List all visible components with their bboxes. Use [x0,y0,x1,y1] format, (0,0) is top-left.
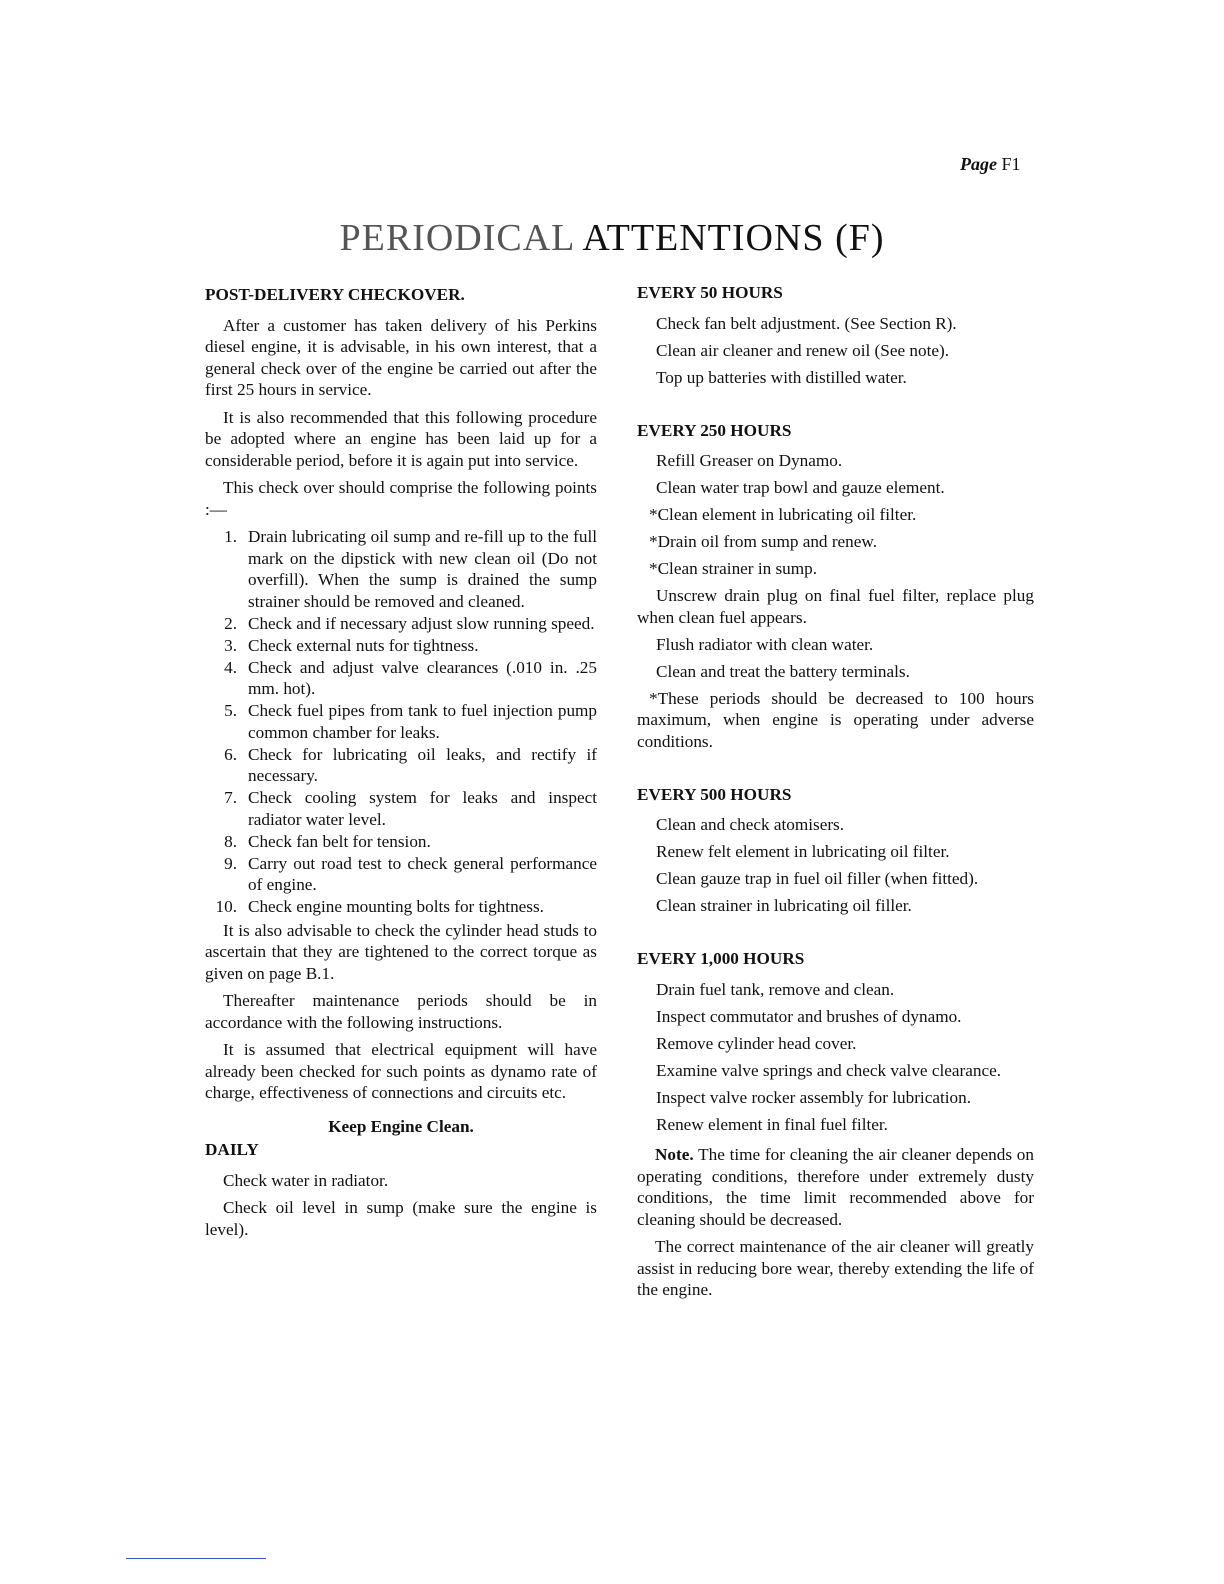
daily-heading: DAILY [205,1140,259,1159]
intro-paragraph: After a customer has taken delivery of his Perkins diesel engine, it is advisable, in his own interest, that a general check over of the engine be carried out after the first 25 hours in service. [205,315,597,399]
list-item: 1. Drain lubricating oil sump and re-fill up to the full mark on the dipstick with new clean oil (Do not overfill). When the sump is drained the sump strainer should be removed and cleaned. [224,527,597,611]
list-item: Remove cylinder head cover. [656,1033,857,1053]
list-item: Flush radiator with clean water. [656,634,874,654]
right-column [637,282,1034,1307]
list-item: Clean gauze trap in fuel oil filler (when fitted). [656,869,979,888]
list-item: 9. Carry out road test to check general performance of engine. [224,853,597,894]
note-paragraph [637,1144,1034,1230]
list-item: 3. Check external nuts for tightness. [224,635,479,655]
list-item: 5. Check fuel pipes from tank to fuel injection pump common chamber for leaks. [224,701,597,742]
list-item: Renew element in final fuel filter. [656,1114,888,1134]
list-item: Drain fuel tank, remove and clean. [656,979,895,999]
closing-paragraph: The correct maintenance of the air cleaner will greatly assist in reducing bore wear, thereby extending the life of the engine. [637,1237,1034,1299]
list-item: Clean water trap bowl and gauze element. [656,478,945,497]
list-item: Examine valve springs and check valve clearance. [656,1060,1002,1080]
every-1000-heading: EVERY 1,000 HOURS [637,949,805,968]
note-label: Note. [655,1145,694,1164]
list-item: 7. Check cooling system for leaks and inspect radiator water level. [224,788,597,829]
body-paragraph: It is also advisable to check the cylinder head studs to ascertain that they are tightened to the correct torque as given on page B.1. [205,920,597,983]
list-item: Inspect valve rocker assembly for lubrication. [656,1087,971,1107]
list-item: Renew felt element in lubricating oil filter. [656,842,950,861]
list-item: 10. Check engine mounting bolts for tightness. [215,897,544,916]
list-item: 6. Check for lubricating oil leaks, and rectify if necessary. [224,744,597,785]
periods-footnote: *These periods should be decreased to 100 hours maximum, when engine is operating under adverse conditions. [637,688,1034,751]
post-delivery-heading: POST-DELIVERY CHECKOVER. [205,285,465,304]
list-item: Refill Greaser on Dynamo. [656,451,843,470]
list-item: *Clean strainer in sump. [649,559,818,578]
page-word: Page [960,154,997,174]
list-item: Clean air cleaner and renew oil (See note). [656,340,950,360]
every-500-heading: EVERY 500 HOURS [637,784,792,804]
intro-paragraph: It is also recommended that this following procedure be adopted where an engine has been laid up for a considerable period, before it is again put into service. [205,407,597,470]
list-item: Inspect commutator and brushes of dynamo. [656,1006,962,1026]
daily-item: Check oil level in sump (make sure the engine is level). [205,1198,597,1239]
title-part2: ATTENTIONS (F) [582,217,885,259]
intro-paragraph: This check over should comprise the following points :— [205,478,597,519]
list-item: Clean and treat the battery terminals. [656,661,910,681]
every-250-heading: EVERY 250 HOURS [637,420,792,440]
page-title [0,216,1224,260]
keep-clean-heading: Keep Engine Clean. [328,1116,474,1136]
body-paragraph: It is assumed that electrical equipment will have already been checked for such points as dynamo rate of charge, effectiveness of connections and circuits etc. [205,1040,597,1102]
every-50-heading: EVERY 50 HOURS [637,283,783,302]
checkover-list [205,526,597,918]
body-paragraph: Thereafter maintenance periods should be in accordance with the following instructions. [205,991,597,1032]
page-number [960,154,1021,175]
list-item: Clean strainer in lubricating oil filler. [656,896,912,915]
list-item: *Drain oil from sump and renew. [649,532,877,551]
list-item: 8. Check fan belt for tension. [224,831,431,851]
note-text: The time for cleaning the air cleaner depends on operating conditions, therefore under extremely dusty conditions, the time limit recommended above for cleaning should be decreased. [637,1145,1034,1229]
list-item: Top up batteries with distilled water. [656,367,907,387]
list-item: Check fan belt adjustment. (See Section R). [656,313,957,333]
daily-item: Check water in radiator. [223,1170,389,1190]
left-column [205,284,597,1246]
list-item: 4. Check and adjust valve clearances (.010 in. .25 mm. hot). [224,657,597,698]
footer-rule [126,1558,266,1559]
list-item: Clean and check atomisers. [656,815,845,834]
title-part1: PERIODICAL [339,217,574,259]
list-item: *Clean element in lubricating oil filter. [649,505,917,524]
page-number-value: F1 [1001,154,1021,174]
list-item: Unscrew drain plug on final fuel filter, replace plug when clean fuel appears. [637,586,1034,627]
list-item: 2. Check and if necessary adjust slow running speed. [224,613,595,633]
